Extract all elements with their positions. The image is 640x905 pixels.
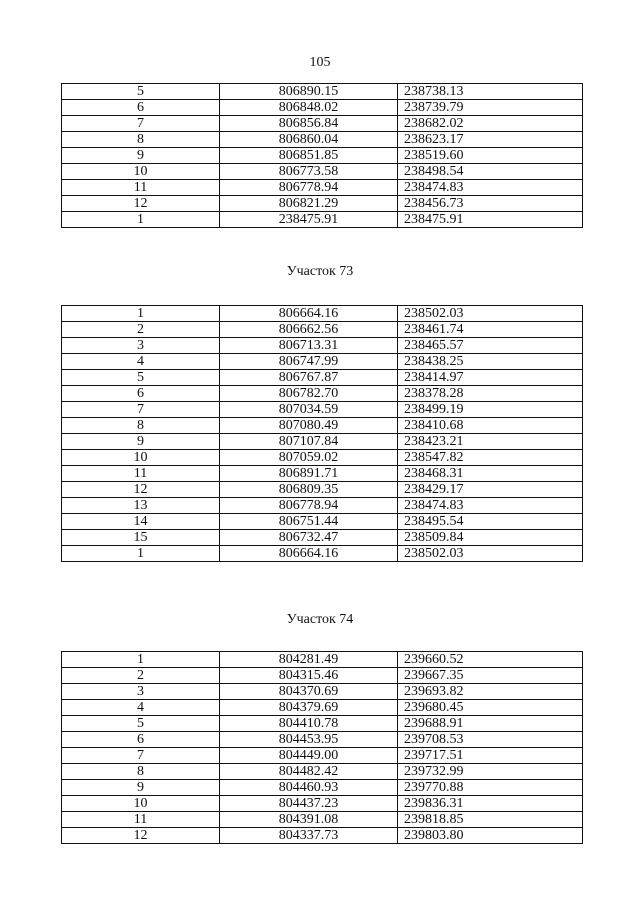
table-row (62, 100, 583, 116)
y-coordinate-cell: 238423.21 (398, 434, 583, 450)
point-number-cell: 1 (62, 212, 220, 228)
y-coordinate-cell: 238474.83 (398, 498, 583, 514)
x-coordinate-cell: 238475.91 (220, 212, 398, 228)
y-coordinate-cell: 238739.79 (398, 100, 583, 116)
point-number-cell: 7 (62, 116, 220, 132)
x-coordinate-cell: 804460.93 (220, 780, 398, 796)
x-coordinate-cell: 804337.73 (220, 828, 398, 844)
table-row (62, 322, 583, 338)
y-coordinate-cell: 238682.02 (398, 116, 583, 132)
table-row (62, 338, 583, 354)
table-row (62, 354, 583, 370)
table-row (62, 450, 583, 466)
x-coordinate-cell: 804379.69 (220, 700, 398, 716)
table-row (62, 212, 583, 228)
table-row (62, 668, 583, 684)
y-coordinate-cell: 238410.68 (398, 418, 583, 434)
point-number-cell: 7 (62, 402, 220, 418)
table-row (62, 498, 583, 514)
point-number-cell: 2 (62, 668, 220, 684)
x-coordinate-cell: 806751.44 (220, 514, 398, 530)
y-coordinate-cell: 239717.51 (398, 748, 583, 764)
y-coordinate-cell: 239688.91 (398, 716, 583, 732)
table-row (62, 700, 583, 716)
x-coordinate-cell: 804370.69 (220, 684, 398, 700)
y-coordinate-cell: 238474.83 (398, 180, 583, 196)
point-number-cell: 6 (62, 732, 220, 748)
x-coordinate-cell: 804449.00 (220, 748, 398, 764)
point-number-cell: 8 (62, 418, 220, 434)
y-coordinate-cell: 239680.45 (398, 700, 583, 716)
x-coordinate-cell: 806778.94 (220, 180, 398, 196)
table-row (62, 828, 583, 844)
x-coordinate-cell: 806713.31 (220, 338, 398, 354)
y-coordinate-cell: 238547.82 (398, 450, 583, 466)
y-coordinate-cell: 238461.74 (398, 322, 583, 338)
table-row (62, 434, 583, 450)
point-number-cell: 6 (62, 386, 220, 402)
x-coordinate-cell: 806890.15 (220, 84, 398, 100)
table-row (62, 164, 583, 180)
x-coordinate-cell: 804391.08 (220, 812, 398, 828)
section-title-plot-74: Участок 74 (286, 612, 354, 627)
y-coordinate-cell: 238468.31 (398, 466, 583, 482)
coordinates-table-plot-73 (61, 305, 583, 562)
y-coordinate-cell: 238438.25 (398, 354, 583, 370)
point-number-cell: 11 (62, 812, 220, 828)
point-number-cell: 10 (62, 164, 220, 180)
point-number-cell: 1 (62, 652, 220, 668)
point-number-cell: 10 (62, 450, 220, 466)
point-number-cell: 8 (62, 132, 220, 148)
table-row (62, 514, 583, 530)
point-number-cell: 11 (62, 466, 220, 482)
y-coordinate-cell: 239660.52 (398, 652, 583, 668)
point-number-cell: 3 (62, 684, 220, 700)
x-coordinate-cell: 806856.84 (220, 116, 398, 132)
x-coordinate-cell: 807059.02 (220, 450, 398, 466)
section-title-plot-73: Участок 73 (286, 264, 354, 279)
x-coordinate-cell: 804437.23 (220, 796, 398, 812)
y-coordinate-cell: 238502.03 (398, 546, 583, 562)
y-coordinate-cell: 239693.82 (398, 684, 583, 700)
table-row (62, 530, 583, 546)
table-row (62, 732, 583, 748)
point-number-cell: 12 (62, 828, 220, 844)
y-coordinate-cell: 238509.84 (398, 530, 583, 546)
point-number-cell: 9 (62, 780, 220, 796)
table-row (62, 116, 583, 132)
table-row (62, 370, 583, 386)
table-row (62, 418, 583, 434)
x-coordinate-cell: 804453.95 (220, 732, 398, 748)
point-number-cell: 4 (62, 700, 220, 716)
table-row (62, 546, 583, 562)
y-coordinate-cell: 238495.54 (398, 514, 583, 530)
point-number-cell: 9 (62, 148, 220, 164)
x-coordinate-cell: 806767.87 (220, 370, 398, 386)
point-number-cell: 11 (62, 180, 220, 196)
point-number-cell: 1 (62, 546, 220, 562)
table-row (62, 748, 583, 764)
table-row (62, 796, 583, 812)
x-coordinate-cell: 806664.16 (220, 306, 398, 322)
x-coordinate-cell: 806747.99 (220, 354, 398, 370)
y-coordinate-cell: 239803.80 (398, 828, 583, 844)
table-row (62, 196, 583, 212)
y-coordinate-cell: 239836.31 (398, 796, 583, 812)
page-number: 105 (309, 55, 331, 70)
y-coordinate-cell: 238378.28 (398, 386, 583, 402)
table-row (62, 180, 583, 196)
x-coordinate-cell: 806664.16 (220, 546, 398, 562)
point-number-cell: 6 (62, 100, 220, 116)
point-number-cell: 5 (62, 716, 220, 732)
x-coordinate-cell: 804410.78 (220, 716, 398, 732)
coordinates-table-plot-74 (61, 651, 583, 844)
x-coordinate-cell: 806848.02 (220, 100, 398, 116)
point-number-cell: 13 (62, 498, 220, 514)
point-number-cell: 15 (62, 530, 220, 546)
point-number-cell: 5 (62, 84, 220, 100)
point-number-cell: 1 (62, 306, 220, 322)
point-number-cell: 5 (62, 370, 220, 386)
y-coordinate-cell: 238465.57 (398, 338, 583, 354)
x-coordinate-cell: 806662.56 (220, 322, 398, 338)
x-coordinate-cell: 804281.49 (220, 652, 398, 668)
coordinates-table-continued (61, 83, 583, 228)
point-number-cell: 7 (62, 748, 220, 764)
y-coordinate-cell: 238414.97 (398, 370, 583, 386)
table-row (62, 306, 583, 322)
x-coordinate-cell: 806782.70 (220, 386, 398, 402)
table-row (62, 812, 583, 828)
point-number-cell: 10 (62, 796, 220, 812)
x-coordinate-cell: 806851.85 (220, 148, 398, 164)
table-row (62, 148, 583, 164)
table-row (62, 402, 583, 418)
y-coordinate-cell: 238738.13 (398, 84, 583, 100)
x-coordinate-cell: 806809.35 (220, 482, 398, 498)
y-coordinate-cell: 238429.17 (398, 482, 583, 498)
y-coordinate-cell: 238475.91 (398, 212, 583, 228)
y-coordinate-cell: 238502.03 (398, 306, 583, 322)
point-number-cell: 2 (62, 322, 220, 338)
point-number-cell: 3 (62, 338, 220, 354)
table-row (62, 764, 583, 780)
table-row (62, 386, 583, 402)
x-coordinate-cell: 807034.59 (220, 402, 398, 418)
point-number-cell: 8 (62, 764, 220, 780)
y-coordinate-cell: 239818.85 (398, 812, 583, 828)
x-coordinate-cell: 807080.49 (220, 418, 398, 434)
table-row (62, 84, 583, 100)
table-row (62, 132, 583, 148)
y-coordinate-cell: 238498.54 (398, 164, 583, 180)
y-coordinate-cell: 239732.99 (398, 764, 583, 780)
table-row (62, 466, 583, 482)
x-coordinate-cell: 806860.04 (220, 132, 398, 148)
table-row (62, 716, 583, 732)
table-row (62, 780, 583, 796)
x-coordinate-cell: 807107.84 (220, 434, 398, 450)
y-coordinate-cell: 239667.35 (398, 668, 583, 684)
y-coordinate-cell: 239708.53 (398, 732, 583, 748)
table-row (62, 684, 583, 700)
y-coordinate-cell: 238456.73 (398, 196, 583, 212)
table-row (62, 482, 583, 498)
point-number-cell: 4 (62, 354, 220, 370)
x-coordinate-cell: 806891.71 (220, 466, 398, 482)
y-coordinate-cell: 239770.88 (398, 780, 583, 796)
y-coordinate-cell: 238499.19 (398, 402, 583, 418)
point-number-cell: 12 (62, 196, 220, 212)
point-number-cell: 14 (62, 514, 220, 530)
y-coordinate-cell: 238519.60 (398, 148, 583, 164)
y-coordinate-cell: 238623.17 (398, 132, 583, 148)
x-coordinate-cell: 806732.47 (220, 530, 398, 546)
x-coordinate-cell: 806778.94 (220, 498, 398, 514)
x-coordinate-cell: 806821.29 (220, 196, 398, 212)
x-coordinate-cell: 804315.46 (220, 668, 398, 684)
point-number-cell: 9 (62, 434, 220, 450)
x-coordinate-cell: 804482.42 (220, 764, 398, 780)
point-number-cell: 12 (62, 482, 220, 498)
table-row (62, 652, 583, 668)
x-coordinate-cell: 806773.58 (220, 164, 398, 180)
